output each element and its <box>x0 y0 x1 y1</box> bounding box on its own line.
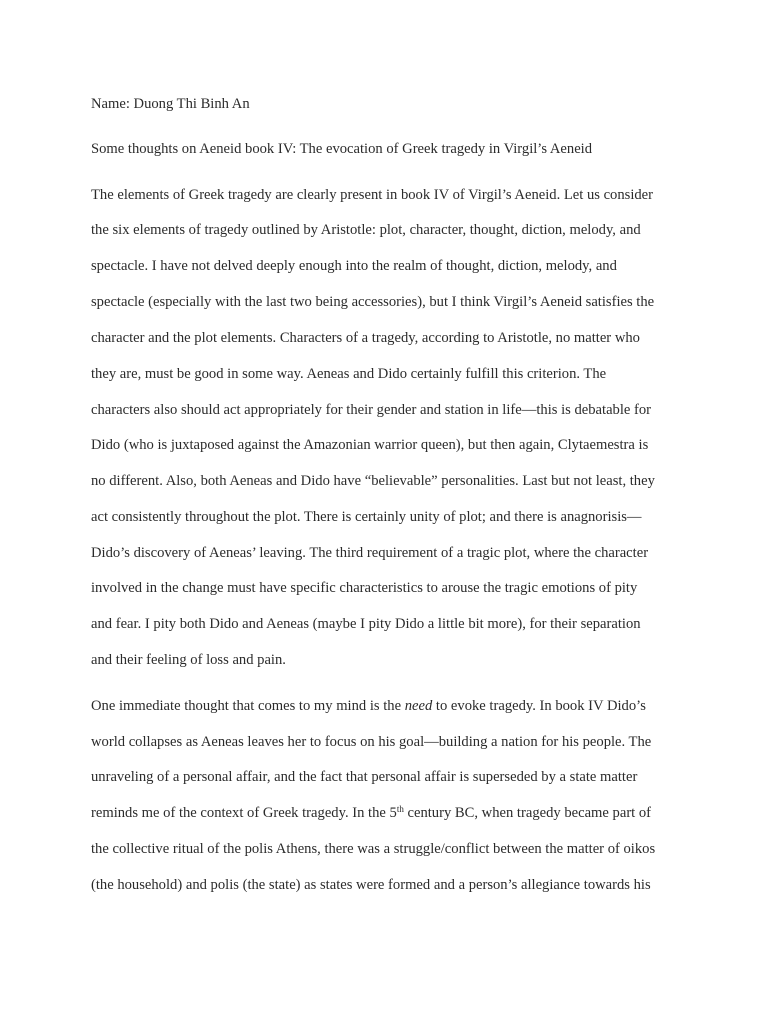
paragraph-line: no different. Also, both Aeneas and Dido have “believable” personalities. Last but not least, they <box>91 473 655 489</box>
paragraph-line: character and the plot elements. Characters of a tragedy, according to Aristotle, no matter who <box>91 330 640 346</box>
ordinal-superscript: th <box>396 804 404 814</box>
paragraph-line: the six elements of tragedy outlined by Aristotle: plot, character, thought, diction, melody, and <box>91 222 641 238</box>
paragraph-line: and fear. I pity both Dido and Aeneas (maybe I pity Dido a little bit more), for their separation <box>91 616 641 632</box>
paragraph-line: (the household) and polis (the state) as states were formed and a person’s allegiance towards his <box>91 877 651 893</box>
paragraph-line: act consistently throughout the plot. There is certainly unity of plot; and there is anagnorisis— <box>91 509 642 525</box>
paragraph-line: the collective ritual of the polis Athens, there was a struggle/conflict between the matter of oikos <box>91 841 656 857</box>
paragraph-line: involved in the change must have specific characteristics to arouse the tragic emotions of pity <box>91 580 638 596</box>
text-segment: One immediate thought that comes to my mind is the <box>91 698 405 714</box>
document-title: Some thoughts on Aeneid book IV: The evocation of Greek tragedy in Virgil’s Aeneid <box>91 141 593 157</box>
paragraph-line: unraveling of a personal affair, and the fact that personal affair is superseded by a state matter <box>91 769 638 785</box>
paragraph-line: The elements of Greek tragedy are clearly present in book IV of Virgil’s Aeneid. Let us consider <box>91 187 654 203</box>
paragraph-line: world collapses as Aeneas leaves her to focus on his goal—building a nation for his people. The <box>91 734 652 750</box>
text-segment: reminds me of the context of Greek tragedy. In the 5 <box>91 805 397 821</box>
paragraph-line <box>91 804 651 822</box>
paragraph-line: Dido (who is juxtaposed against the Amazonian warrior queen), but then again, Clytaemestra is <box>91 437 649 453</box>
emphasized-word: need <box>404 698 433 714</box>
paragraph-line: characters also should act appropriately for their gender and station in life—this is debatable for <box>91 402 652 418</box>
text-segment: to evoke tragedy. In book IV Dido’s <box>432 698 646 714</box>
paragraph-line: they are, must be good in some way. Aeneas and Dido certainly fulfill this criterion. The <box>91 366 607 382</box>
paragraph-line: spectacle. I have not delved deeply enough into the realm of thought, diction, melody, and <box>91 258 617 274</box>
paragraph-line <box>91 697 646 715</box>
paragraph-line: spectacle (especially with the last two being accessories), but I think Virgil’s Aeneid satisfies the <box>91 294 655 310</box>
text-segment: century BC, when tragedy became part of <box>403 805 652 821</box>
paragraph-line: and their feeling of loss and pain. <box>91 652 286 668</box>
author-name: Name: Duong Thi Binh An <box>91 96 250 112</box>
paragraph-line: Dido’s discovery of Aeneas’ leaving. The third requirement of a tragic plot, where the character <box>91 545 649 561</box>
